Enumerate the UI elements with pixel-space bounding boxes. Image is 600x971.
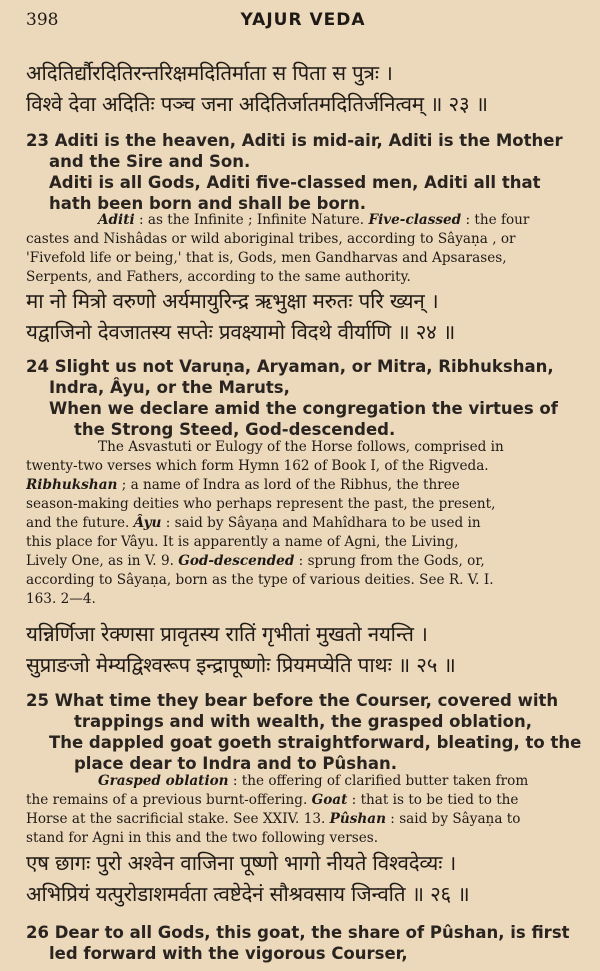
translation-line: When we declare amid the congregation the virtues of: [49, 399, 558, 418]
translation-line: trappings and with wealth, the grasped oblation,: [74, 712, 533, 731]
note-line: castes and Nishâdas or wild aboriginal tribes, according to Sâyaṇa , or: [26, 231, 516, 247]
verse-25-translation: [26, 690, 582, 774]
sanskrit-line: सुप्राङजो मेम्यद्विश्वरूप इन्द्रापूष्णोः प्रियमप्येति पाथः ॥ २५ ॥: [26, 653, 456, 677]
sanskrit-line: एष छागः पुरो अश्वेन वाजिना पूष्णो भागो नीयते विश्वदेव्यः ।: [26, 851, 457, 875]
note-line: Ribhukshan ; a name of Indra as lord of the Ribhus, the three: [26, 477, 460, 493]
translation-line: hath been born and shall be born.: [49, 194, 366, 213]
note-line: stand for Agni in this and the two following verses.: [26, 830, 379, 846]
verse-23-sanskrit: [26, 58, 582, 120]
verse-25-sanskrit: [26, 619, 582, 681]
note-line: according to Sâyaṇa, born as the type of various deities. See R. V. I.: [26, 572, 494, 588]
note-line: Aditi : as the Infinite ; Infinite Nature. Five-classed : the four: [98, 212, 530, 228]
note-line: and the future. Âyu : said by Sâyaṇa and Mahîdhara to be used in: [26, 515, 481, 531]
verse-26-translation: [26, 922, 582, 964]
sanskrit-line: अदितिर्द्यौरदितिरन्तरिक्षमदितिर्माता स पिता स पुत्रः ।: [26, 61, 393, 85]
note-line: Serpents, and Fathers, according to the same authority.: [26, 269, 411, 285]
page-header: [26, 10, 580, 34]
sanskrit-line: यन्निर्णिजा रेक्णसा प्रावृतस्य रातिं गृभीतां मुखतो नयन्ति ।: [26, 622, 428, 646]
note-line: 'Fivefold life or being,' that is, Gods, men Gandharvas and Apsarases,: [26, 250, 507, 266]
sanskrit-line: मा नो मित्रो वरुणो अर्यमायुरिन्द्र ऋभुक्षा मरुतः परि ख्यन् ।: [26, 289, 439, 313]
note-line: Lively One, as in V. 9. God-descended : sprung from the Gods, or,: [26, 553, 485, 569]
verse-23-translation: [26, 130, 582, 214]
verse-24-translation: [26, 356, 582, 440]
translation-line: Aditi is all Gods, Aditi five-classed men, Aditi all that: [49, 173, 541, 192]
translation-line: 25 What time they bear before the Courser, covered with: [26, 691, 559, 710]
translation-line: the Strong Steed, God-descended.: [74, 420, 396, 439]
translation-line: and the Sire and Son.: [49, 152, 251, 171]
note-line: this place for Vâyu. It is apparently a name of Agni, the Living,: [26, 534, 459, 550]
note-line: season-making deities who perhaps represent the past, the present,: [26, 496, 496, 512]
verse-25-notes: [26, 772, 582, 848]
page-number: 398: [26, 10, 59, 30]
verse-24-sanskrit: [26, 286, 582, 348]
translation-line: 26 Dear to all Gods, this goat, the share of Pûshan, is first: [26, 923, 570, 942]
sanskrit-line: यद्वाजिनो देवजातस्य सप्तेः प्रवक्ष्यामो विदथे वीर्याणि ॥ २४ ॥: [26, 320, 456, 344]
note-line: Grasped oblation : the offering of clarified butter taken from: [98, 773, 529, 789]
translation-line: 23 Aditi is the heaven, Aditi is mid-air, Aditi is the Mother: [26, 131, 563, 150]
verse-26-sanskrit: [26, 848, 582, 910]
translation-line: Indra, Âyu, or the Maruts,: [49, 378, 290, 397]
translation-line: led forward with the vigorous Courser,: [49, 944, 408, 963]
note-line: the remains of a previous burnt-offering. Goat : that is to be tied to the: [26, 792, 519, 808]
sanskrit-line: अभिप्रियं यत्पुरोडाशमर्वता त्वष्टेदेनं सौश्रवसाय जिन्वति ॥ २६ ॥: [26, 882, 470, 906]
translation-line: 24 Slight us not Varuṇa, Aryaman, or Mitra, Ribhukshan,: [26, 357, 554, 376]
sanskrit-line: विश्वे देवा अदितिः पञ्च जना अदितिर्जातमदितिर्जनित्वम् ॥ २३ ॥: [26, 92, 488, 116]
note-line: Horse at the sacrificial stake. See XXIV. 13. Pûshan : said by Sâyaṇa to: [26, 811, 521, 827]
verse-24-notes: [26, 438, 582, 609]
note-line: The Asvastuti or Eulogy of the Horse follows, comprised in: [98, 439, 504, 455]
running-title: YAJUR VEDA: [240, 10, 366, 30]
verse-23-notes: [26, 211, 582, 287]
note-line: 163. 2—4.: [26, 591, 96, 607]
translation-line: place dear to Indra and to Pûshan.: [74, 754, 397, 773]
translation-line: The dappled goat goeth straightforward, bleating, to the: [49, 733, 582, 752]
note-line: twenty-two verses which form Hymn 162 of Book I, of the Rigveda.: [26, 458, 489, 474]
